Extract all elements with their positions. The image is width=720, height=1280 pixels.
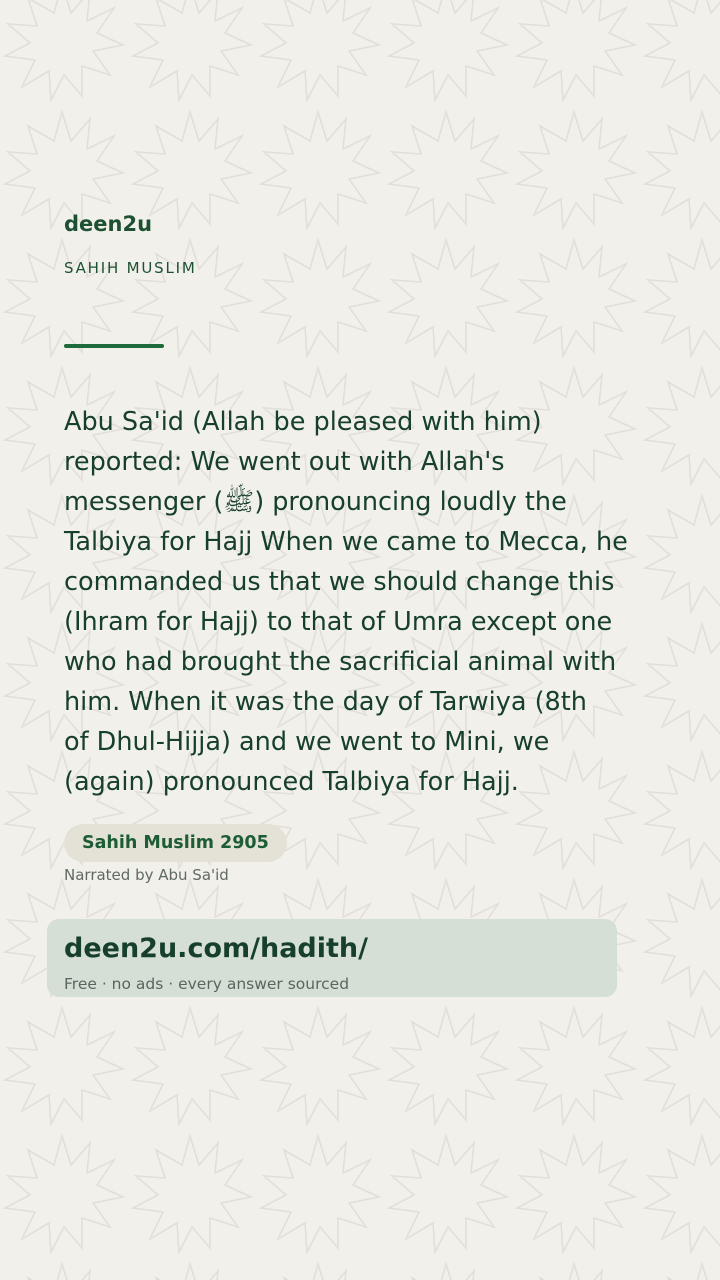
website-link-card[interactable] bbox=[47, 919, 617, 997]
hadith-line: (Ihram for Hajj) to that of Umra except one bbox=[64, 607, 613, 637]
narrator-text: Narrated by Abu Sa'id bbox=[64, 866, 229, 884]
hadith-line: messenger (ﷺ) pronouncing loudly the bbox=[64, 487, 567, 517]
accent-divider bbox=[64, 344, 164, 348]
hadith-line: who had brought the sacrificial animal with bbox=[64, 647, 617, 677]
hadith-reference-badge: Sahih Muslim 2905 bbox=[64, 824, 287, 862]
brand-logo: deen2u bbox=[64, 212, 153, 236]
website-tagline: Free · no ads · every answer sourced bbox=[64, 975, 350, 993]
hadith-line: Talbiya for Hajj When we came to Mecca, he bbox=[64, 527, 628, 557]
hadith-text bbox=[64, 402, 664, 802]
hadith-line: Abu Sa'id (Allah be pleased with him) bbox=[64, 407, 542, 437]
hadith-line: him. When it was the day of Tarwiya (8th bbox=[64, 687, 587, 717]
collection-name: SAHIH MUSLIM bbox=[64, 259, 197, 277]
website-url[interactable]: deen2u.com/hadith/ bbox=[64, 933, 369, 964]
hadith-line: commanded us that we should change this bbox=[64, 567, 615, 597]
hadith-line: reported: We went out with Allah's bbox=[64, 447, 505, 477]
hadith-line: of Dhul-Hijja) and we went to Mini, we bbox=[64, 727, 550, 757]
hadith-line: (again) pronounced Talbiya for Hajj. bbox=[64, 767, 519, 797]
